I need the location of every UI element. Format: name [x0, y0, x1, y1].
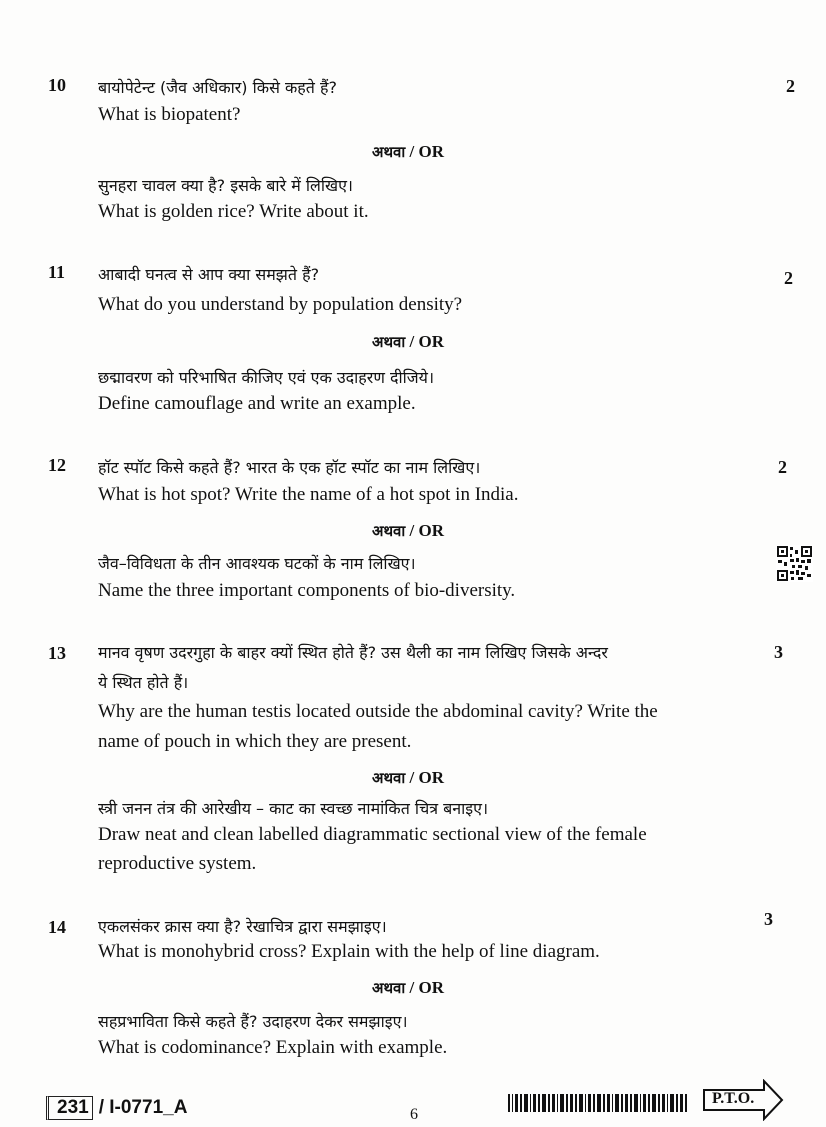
alternative-hindi: जैव–विविधता के तीन आवश्यक घटकों के नाम लिखिए।	[98, 554, 416, 573]
question-number: 11	[48, 262, 66, 282]
alternative-english: What is codominance? Explain with example.	[98, 1037, 448, 1058]
alternative-english: Define camouflage and write an example.	[98, 393, 416, 414]
question-hindi: आबादी घनत्व से आप क्या समझते हैं?	[98, 265, 320, 284]
question-marks: 3	[774, 642, 783, 662]
or-divider: अथवा / OR	[372, 978, 445, 997]
question-number: 14	[48, 917, 66, 937]
question-hindi: बायोपेटेन्ट (जैव अधिकार) किसे कहते हैं?	[98, 78, 337, 97]
question-number: 10	[48, 75, 66, 95]
or-divider: अथवा / OR	[372, 332, 445, 351]
question-marks: 2	[778, 457, 787, 477]
qr-code-icon	[776, 545, 813, 582]
question-english: What is hot spot? Write the name of a hot spot in India.	[98, 484, 519, 505]
question-marks: 2	[786, 76, 795, 96]
alternative-english-continued: reproductive system.	[98, 853, 257, 874]
question-marks: 2	[784, 268, 793, 288]
alternative-hindi: सुनहरा चावल क्या है? इसके बारे में लिखिए।	[98, 176, 353, 195]
question-marks: 3	[764, 909, 773, 929]
question-hindi-continued: ये स्थित होते हैं।	[98, 673, 189, 692]
or-divider: अथवा / OR	[372, 768, 445, 787]
question-number: 13	[48, 643, 66, 663]
barcode-icon	[508, 1092, 688, 1114]
alternative-hindi: स्त्री जनन तंत्र की आरेखीय – काट का स्वच्छ नामांकित चित्र बनाइए।	[98, 799, 489, 818]
question-hindi: मानव वृषण उदरगुहा के बाहर क्यों स्थित होते हैं? उस थैली का नाम लिखिए जिसके अन्दर	[98, 643, 608, 662]
alternative-english: What is golden rice? Write about it.	[98, 201, 369, 222]
alternative-english: Name the three important components of bio-diversity.	[98, 580, 516, 601]
question-english-continued: name of pouch in which they are present.	[98, 731, 412, 752]
question-hindi: हॉट स्पॉट किसे कहते हैं? भारत के एक हॉट स्पॉट का नाम लिखिए।	[98, 458, 481, 477]
question-english: What do you understand by population density?	[98, 294, 463, 315]
alternative-hindi: सहप्रभाविता किसे कहते हैं? उदाहरण देकर समझाइए।	[98, 1012, 408, 1031]
or-divider: अथवा / OR	[372, 521, 445, 540]
page-number: 6	[410, 1106, 418, 1123]
question-number: 12	[48, 455, 66, 475]
question-hindi: एकलसंकर क्रास क्या है? रेखाचित्र द्वारा समझाइए।	[98, 917, 387, 936]
pto-label: P.T.O.	[712, 1090, 755, 1107]
alternative-hindi: छद्मावरण को परिभाषित कीजिए एवं एक उदाहरण दीजिये।	[98, 368, 435, 387]
question-english: What is biopatent?	[98, 104, 241, 125]
paper-code	[46, 1096, 187, 1120]
paper-code-text: / I-0771_A	[98, 1097, 188, 1118]
or-divider: अथवा / OR	[372, 142, 445, 161]
question-english: Why are the human testis located outside the abdominal cavity? Write the	[98, 701, 658, 722]
question-english: What is monohybrid cross? Explain with the help of line diagram.	[98, 941, 600, 962]
paper-number: 231	[46, 1096, 93, 1120]
alternative-english: Draw neat and clean labelled diagrammatic sectional view of the female	[98, 824, 647, 845]
